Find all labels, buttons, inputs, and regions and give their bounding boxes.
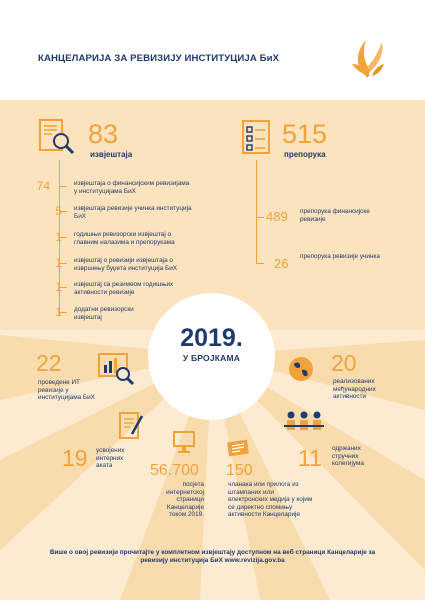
visits-text: посјета интернетској страници Канцеларије током 2019. [166, 481, 204, 519]
page-title: КАНЦЕЛАРИЈА ЗА РЕВИЗИЈУ ИНСТИТУЦИЈА БиХ [38, 53, 280, 64]
media-text: чланака или прилога из штампаних или електронских медија у којим се директно спомињу активности Канцеларије [228, 481, 313, 519]
recommendations-connector [256, 160, 257, 264]
report-item-text: извјештај о ревизији извјештаја о извршењу буџета институција БиХ [74, 257, 178, 272]
visits-count: 56.700 [150, 462, 199, 479]
report-item-text: годишњи ревизорски извјештај о главним налазима и препорукама [74, 231, 175, 246]
newspaper-icon [226, 438, 252, 458]
recommendation-item-num: 489 [266, 209, 288, 224]
document-pen-icon [118, 410, 146, 442]
report-item-num: 5 [55, 204, 62, 218]
report-item-num: 1 [55, 305, 62, 319]
logo-icon [348, 34, 388, 80]
colleges-text: одржаних стручних колегијума [332, 445, 364, 468]
report-magnifier-icon [37, 117, 77, 157]
header [0, 0, 425, 100]
reports-label: извјештаја [90, 150, 133, 159]
checklist-icon [240, 117, 274, 157]
report-item-num: 1 [55, 230, 62, 244]
footer-line-1: Више о овој ревизији прочитајте у комплетном извјештају доступном на веб страници Канцеларије за [49, 549, 376, 556]
international-text: реализованих међународних активности [333, 378, 376, 401]
it-audits-count: 22 [36, 350, 62, 376]
report-item-num: 1 [55, 256, 62, 270]
year-subtitle: У БРОЈКАМА [182, 353, 241, 363]
footer-line-2: ревизију институција БиХ www.revizija.gov.ba [140, 557, 285, 564]
report-item-num: 1 [55, 280, 62, 294]
colleges-count: 11 [298, 445, 322, 471]
report-item-text: извјештај са резимеом годишњих активности ревизије [74, 281, 174, 296]
internal-acts-count: 19 [62, 445, 88, 471]
it-audits-text: проведене ИТ ревизије у институцијама БиХ [38, 379, 95, 402]
media-count: 150 [226, 462, 253, 479]
report-item-text: додатни ревизорски извјештај [74, 306, 134, 321]
chart-magnifier-icon [97, 352, 135, 386]
international-count: 20 [331, 350, 357, 376]
recommendation-item-text: препорука ревизије учинка [300, 253, 380, 260]
recommendations-label: препорука [284, 150, 326, 159]
recommendation-item-num: 26 [274, 256, 289, 271]
footer-note [30, 549, 395, 565]
reports-count: 83 [88, 119, 119, 149]
report-item-text: извјештаја о финансијским ревизијама у институцијама БиХ [74, 180, 190, 195]
recommendation-item-text: препорука финансијске ревизије [300, 208, 370, 223]
report-item-num: 74 [36, 179, 50, 193]
report-item-text: извјештаја ревизије учинка институција БиХ [74, 205, 192, 220]
recommendations-count: 515 [282, 119, 328, 149]
globe-icon [287, 355, 315, 383]
year-title: 2019. [180, 324, 243, 352]
internal-acts-text: усвојених интерних аката [96, 447, 125, 470]
meeting-icon [283, 410, 325, 434]
monitor-icon [172, 430, 196, 456]
